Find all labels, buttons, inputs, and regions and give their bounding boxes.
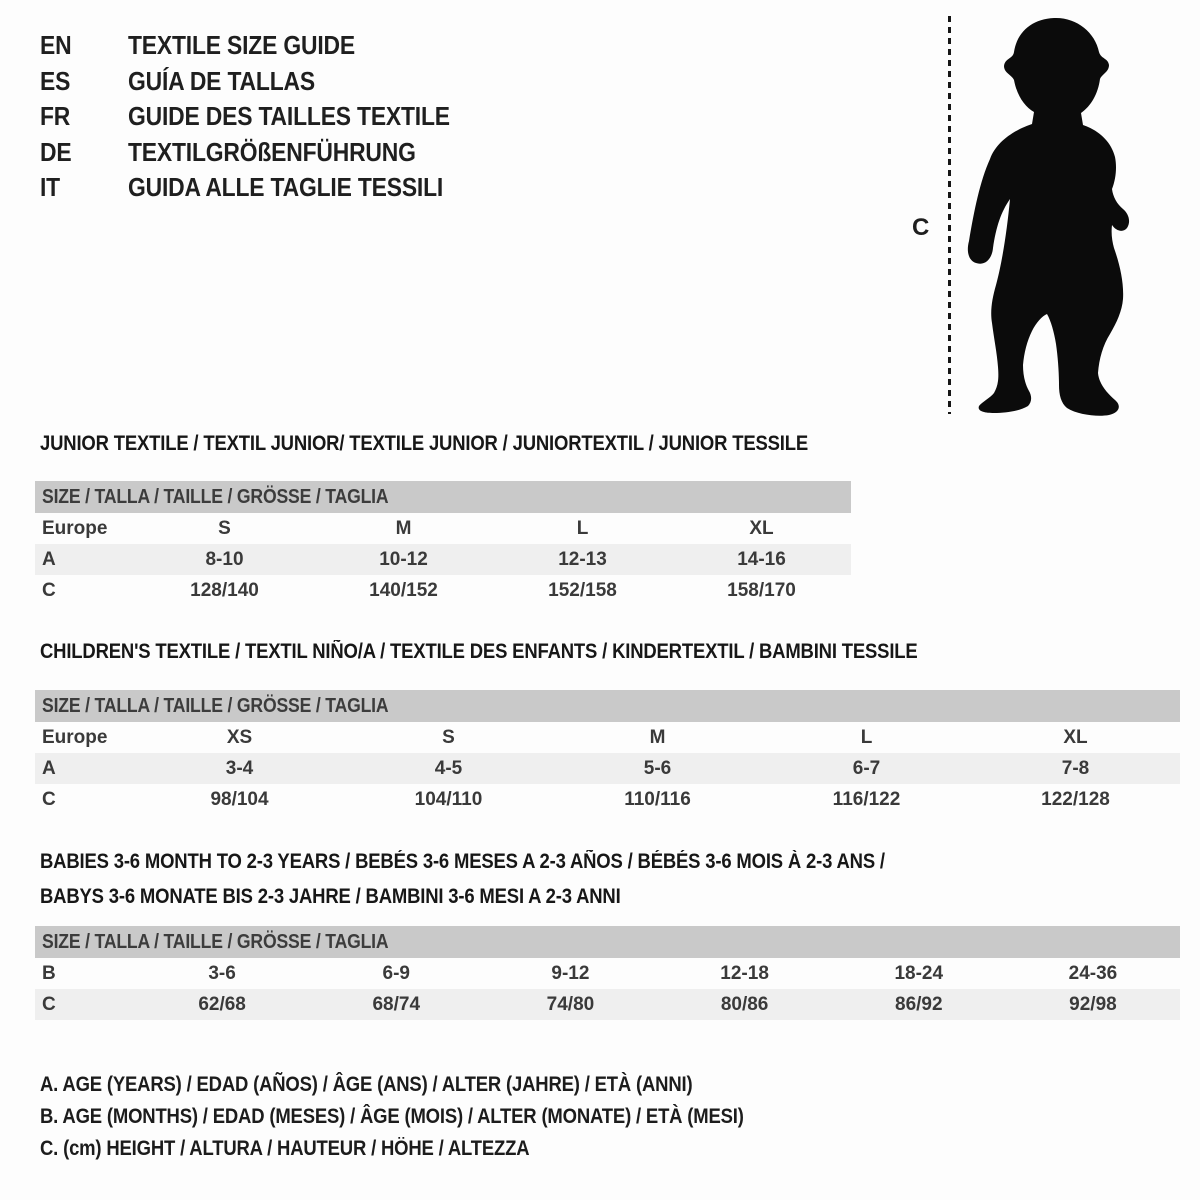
size-value: 158/170 [727,579,796,601]
size-value: XL [1063,726,1088,748]
row-label: C [42,788,56,810]
size-value: 18-24 [894,962,944,984]
size-header-text: SIZE / TALLA / TAILLE / GRÖSSE / TAGLIA [42,485,389,508]
size-value: 98/104 [210,788,269,810]
size-value: L [860,726,873,748]
size-value: 122/128 [1041,788,1110,810]
size-value: 62/68 [198,993,246,1015]
footnote-text: B. AGE (MONTHS) / EDAD (MESES) / ÂGE (MOIS) / ALTER (MONATE) / ETÀ (MESI) [40,1105,744,1128]
size-value: M [649,726,666,748]
language-row [40,28,494,64]
size-header-bar [35,690,1180,722]
footnote-a [40,1069,840,1101]
size-value: 12-18 [720,962,769,984]
row-label: Europe [42,726,108,748]
section-title-text: JUNIOR TEXTILE / TEXTIL JUNIOR/ TEXTILE JUNIOR / JUNIORTEXTIL / JUNIOR TESSILE [40,432,809,455]
size-value: 116/122 [832,788,901,810]
row-label: C [42,993,56,1015]
table-rows [35,958,1180,1020]
language-row [40,99,494,135]
size-value: 86/92 [895,993,943,1015]
size-value: 104/110 [414,788,483,810]
row-label: A [42,757,56,779]
toddler-silhouette-icon [966,16,1140,416]
footnote-b [40,1101,840,1133]
section-title-babies-line2 [40,885,700,909]
size-value: 110/116 [624,788,691,810]
row-label: Europe [42,517,108,539]
table-row [35,513,851,544]
table-row [35,753,1180,784]
table-rows [35,513,851,606]
size-value: 3-4 [225,757,254,779]
guide-title: GUIDA ALLE TAGLIE TESSILI [128,172,444,203]
footnote-text: C. (cm) HEIGHT / ALTURA / HAUTEUR / HÖHE / ALTEZZA [40,1137,530,1160]
size-value: 10-12 [379,548,428,570]
language-row [40,64,494,100]
guide-title: GUIDE DES TAILLES TEXTILE [128,101,450,132]
row-label: B [42,962,56,984]
size-value: 6-7 [852,757,881,779]
size-value: 74/80 [546,993,595,1015]
size-header-text: SIZE / TALLA / TAILLE / GRÖSSE / TAGLIA [42,694,389,717]
language-row [40,170,494,206]
size-header-bar [35,926,1180,958]
guide-title: GUÍA DE TALLAS [128,65,315,96]
size-value: S [442,726,455,748]
size-value: 8-10 [205,548,244,570]
size-value: 6-9 [382,962,410,984]
table-rows [35,722,1180,815]
size-value: 3-6 [208,962,236,984]
size-value: 12-13 [558,548,607,570]
row-label: C [42,579,56,601]
size-value: XL [749,517,774,539]
section-title-children [40,640,1037,664]
section-title-text: CHILDREN'S TEXTILE / TEXTIL NIÑO/A / TEXTILE DES ENFANTS / KINDERTEXTIL / BAMBINI TESSILE [40,640,918,663]
size-value: XS [226,726,253,748]
language-title-block [40,28,494,206]
language-code: ES [40,65,71,96]
height-measure-label: C [912,214,930,241]
section-title-text: BABYS 3-6 MONATE BIS 2-3 JAHRE / BAMBINI 3-6 MESI A 2-3 ANNI [40,885,621,908]
size-value: 4-5 [434,757,463,779]
junior-size-table [35,481,851,606]
table-row [35,784,1180,815]
size-value: S [218,517,231,539]
babies-size-table [35,926,1180,1020]
size-value: M [395,517,412,539]
size-value: 24-36 [1068,962,1118,984]
size-value: 68/74 [372,993,421,1015]
table-row [35,575,851,606]
footnotes-block [40,1069,840,1165]
height-measure-dashed-line [948,16,951,414]
size-value: 14-16 [737,548,786,570]
size-value: 92/98 [1069,993,1117,1015]
size-value: 128/140 [190,579,259,601]
language-code: EN [40,30,72,61]
size-header-bar [35,481,851,513]
table-row [35,989,1180,1020]
row-label: A [42,548,56,570]
table-row [35,958,1180,989]
size-value: 140/152 [369,579,438,601]
size-value: 152/158 [548,579,617,601]
language-code: FR [40,101,71,132]
size-value: 80/86 [720,993,769,1015]
guide-title: TEXTILGRÖßENFÜHRUNG [128,136,416,167]
footnote-c [40,1133,840,1165]
section-title-babies-line1 [40,850,1000,874]
language-code: DE [40,136,72,167]
table-row [35,722,1180,753]
size-value: 9-12 [551,962,590,984]
footnote-text: A. AGE (YEARS) / EDAD (AÑOS) / ÂGE (ANS) / ALTER (JAHRE) / ETÀ (ANNI) [40,1073,693,1096]
size-header-text: SIZE / TALLA / TAILLE / GRÖSSE / TAGLIA [42,930,389,953]
section-title-text: BABIES 3-6 MONTH TO 2-3 YEARS / BEBÉS 3-6 MESES A 2-3 AÑOS / BÉBÉS 3-6 MOIS À 2-3 ANS / [40,850,885,873]
language-code: IT [40,172,60,203]
section-title-junior [40,432,913,456]
size-value: 7-8 [1061,757,1090,779]
children-size-table [35,690,1180,815]
language-row [40,135,494,171]
table-row [35,544,851,575]
guide-title: TEXTILE SIZE GUIDE [128,30,355,61]
size-value: L [576,517,589,539]
size-value: 5-6 [643,757,672,779]
